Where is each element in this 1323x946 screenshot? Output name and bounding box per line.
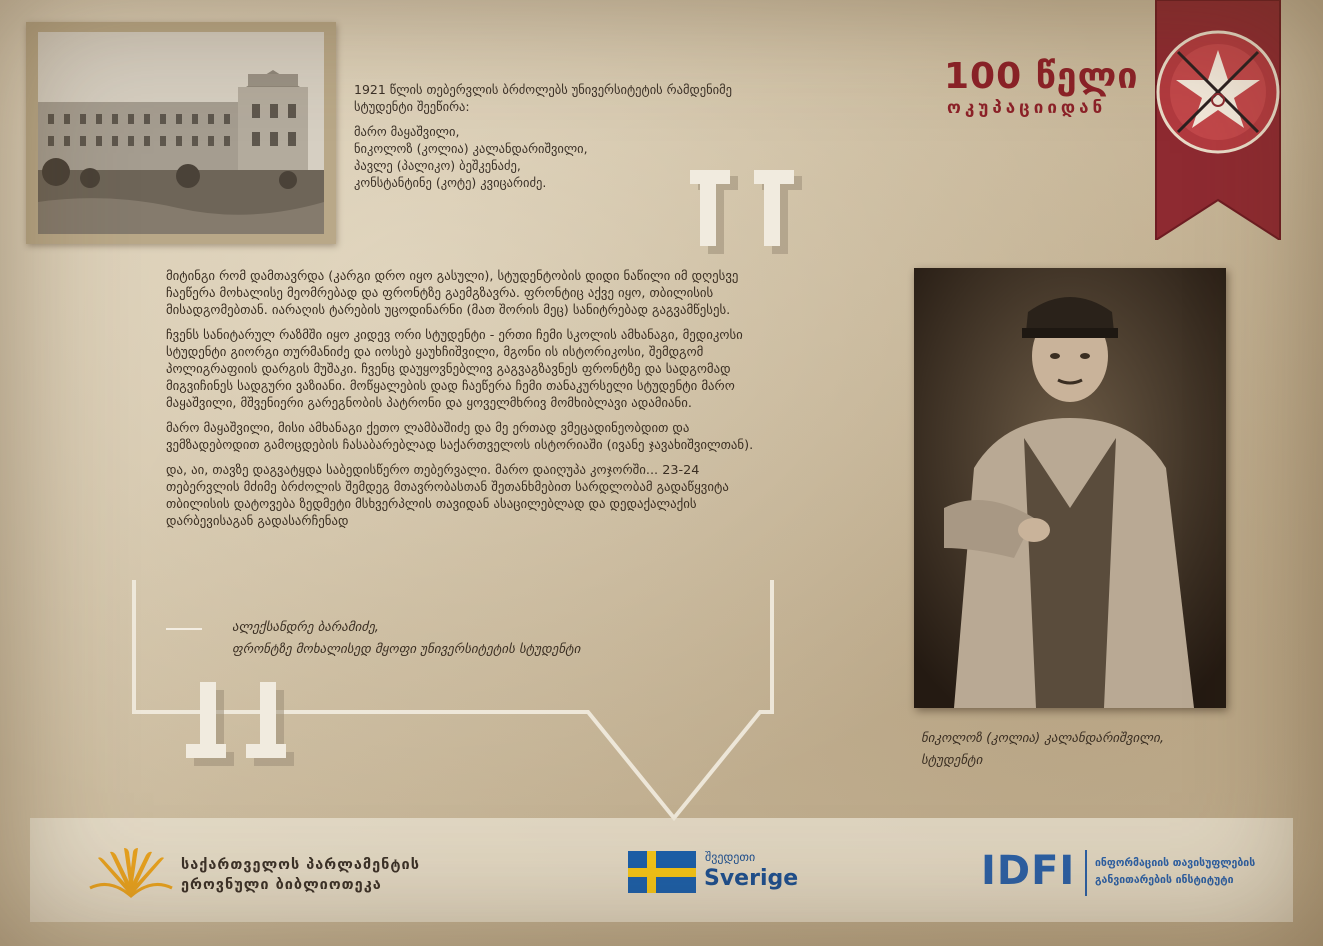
library-name-line1: საქართველოს პარლამენტის bbox=[181, 857, 420, 873]
sweden-georgian-label: შვედეთი bbox=[705, 850, 756, 864]
author-role: ფრონტზე მოხალისედ მყოფი უნივერსიტეტის სტუდენტი bbox=[232, 642, 581, 657]
student-name: კონსტანტინე (კოტე) კვიცარიძე. bbox=[354, 175, 547, 190]
close-quote-icon bbox=[180, 672, 320, 772]
body-paragraph: ჩვენს სანიტარულ რაზმში იყო კიდევ ორი სტუდენტი - ერთი ჩემი სკოლის ამხანაგი, მედიკოსი სტუდენტი გიორგი თურმანიძე და იოსებ ყაუხჩიშვილი, მგონი ის ისტორიკოსი, შემდგომ პოლიგრაფიის დარგის მუშაკი. ჩვენც დაუყოვნებლივ გაგვაგზავნეს ფრონტზე და სადგომად მიგვიჩინეს სადგური ვაზიანი. მოწყალების დად ჩაეწერა ჩემი თანაკურსელი სტუდენტი მარო მაყაშვილი, მშვენიერი გარეგნობის პატრონი და ყოველმხრივ მომხიბლავი ადამიანი. bbox=[166, 328, 743, 411]
portrait-caption-name: ნიკოლოზ (კოლია) კალანდარიშვილი, bbox=[921, 731, 1164, 746]
idfi-name-line2: განვითარების ინსტიტუტი bbox=[1095, 874, 1234, 886]
sweden-name: Sverige bbox=[704, 866, 799, 891]
page-title: 100 წელი bbox=[944, 56, 1139, 97]
portrait-caption-role: სტუდენტი bbox=[921, 753, 983, 768]
library-book-icon bbox=[88, 848, 174, 898]
university-building-photo bbox=[26, 22, 336, 244]
intro-lead: 1921 წლის თებერვლის ბრძოლებს უნივერსიტეტის რამდენიმე სტუდენტი შეეწირა: bbox=[354, 82, 732, 114]
idfi-logo: IDFI bbox=[981, 848, 1076, 894]
attribution-dash bbox=[166, 628, 202, 630]
body-paragraph: მიტინგი რომ დამთავრდა (კარგი დრო იყო გასული), სტუდენტობის დიდი ნაწილი იმ დღესვე ჩაეწერა მოხალისე მეომრებად და ფრონტზე გაემგზავრა. ფრონტიც აქვე იყო, თბილისის მისადგომებთან. იარაღის ტარების უცოდინარნი (მათ შორის მეც) სანიტრებად გაგვამწესეს. bbox=[166, 269, 739, 318]
sweden-flag-icon bbox=[628, 851, 696, 893]
student-name: პავლე (პალიკო) ბეშკენაძე, bbox=[354, 158, 521, 173]
portrait-illustration bbox=[914, 268, 1226, 708]
idfi-separator bbox=[1085, 850, 1087, 896]
student-name: ნიკოლოზ (კოლია) კალანდარიშვილი, bbox=[354, 141, 588, 156]
body-paragraph: მარო მაყაშვილი, მისი ამხანაგი ქეთო ლამბაშიძე და მე ერთად ვმეცადინეობდით და ვემზადებოდით გამოცდების ჩასაბარებლად საქართველოს ისტორიაში (ივანე ჯავახიშვილთან). bbox=[166, 421, 754, 453]
star-emblem-icon bbox=[1150, 0, 1286, 240]
idfi-name-line1: ინფორმაციის თავისუფლების bbox=[1095, 857, 1256, 869]
open-quote-icon bbox=[680, 160, 840, 260]
student-portrait-photo bbox=[914, 268, 1226, 708]
library-name-line2: ეროვნული ბიბლიოთეკა bbox=[181, 877, 382, 893]
student-name: მარო მაყაშვილი, bbox=[354, 124, 460, 139]
author-name: ალექსანდრე ბარამიძე, bbox=[232, 620, 379, 635]
page-subtitle: ოკუპაციიდან bbox=[947, 98, 1107, 118]
memoir-body bbox=[166, 268, 776, 538]
body-paragraph: და, აი, თავზე დაგვატყდა საბედისწერო თებერვალი. მარო დაიღუპა კოჯორში... 23-24 თებერვლის მძიმე ბრძოლის შემდეგ მთავრობასთან შეთანხმებით სარდლობამ გადაწყვიტა თბილისის დატოვება ზედმეტი მსხვერპლის თავიდან ასაცილებლად და დედაქალაქის დარბევისაგან გადასარჩენად bbox=[166, 463, 729, 529]
building-illustration bbox=[38, 32, 324, 234]
